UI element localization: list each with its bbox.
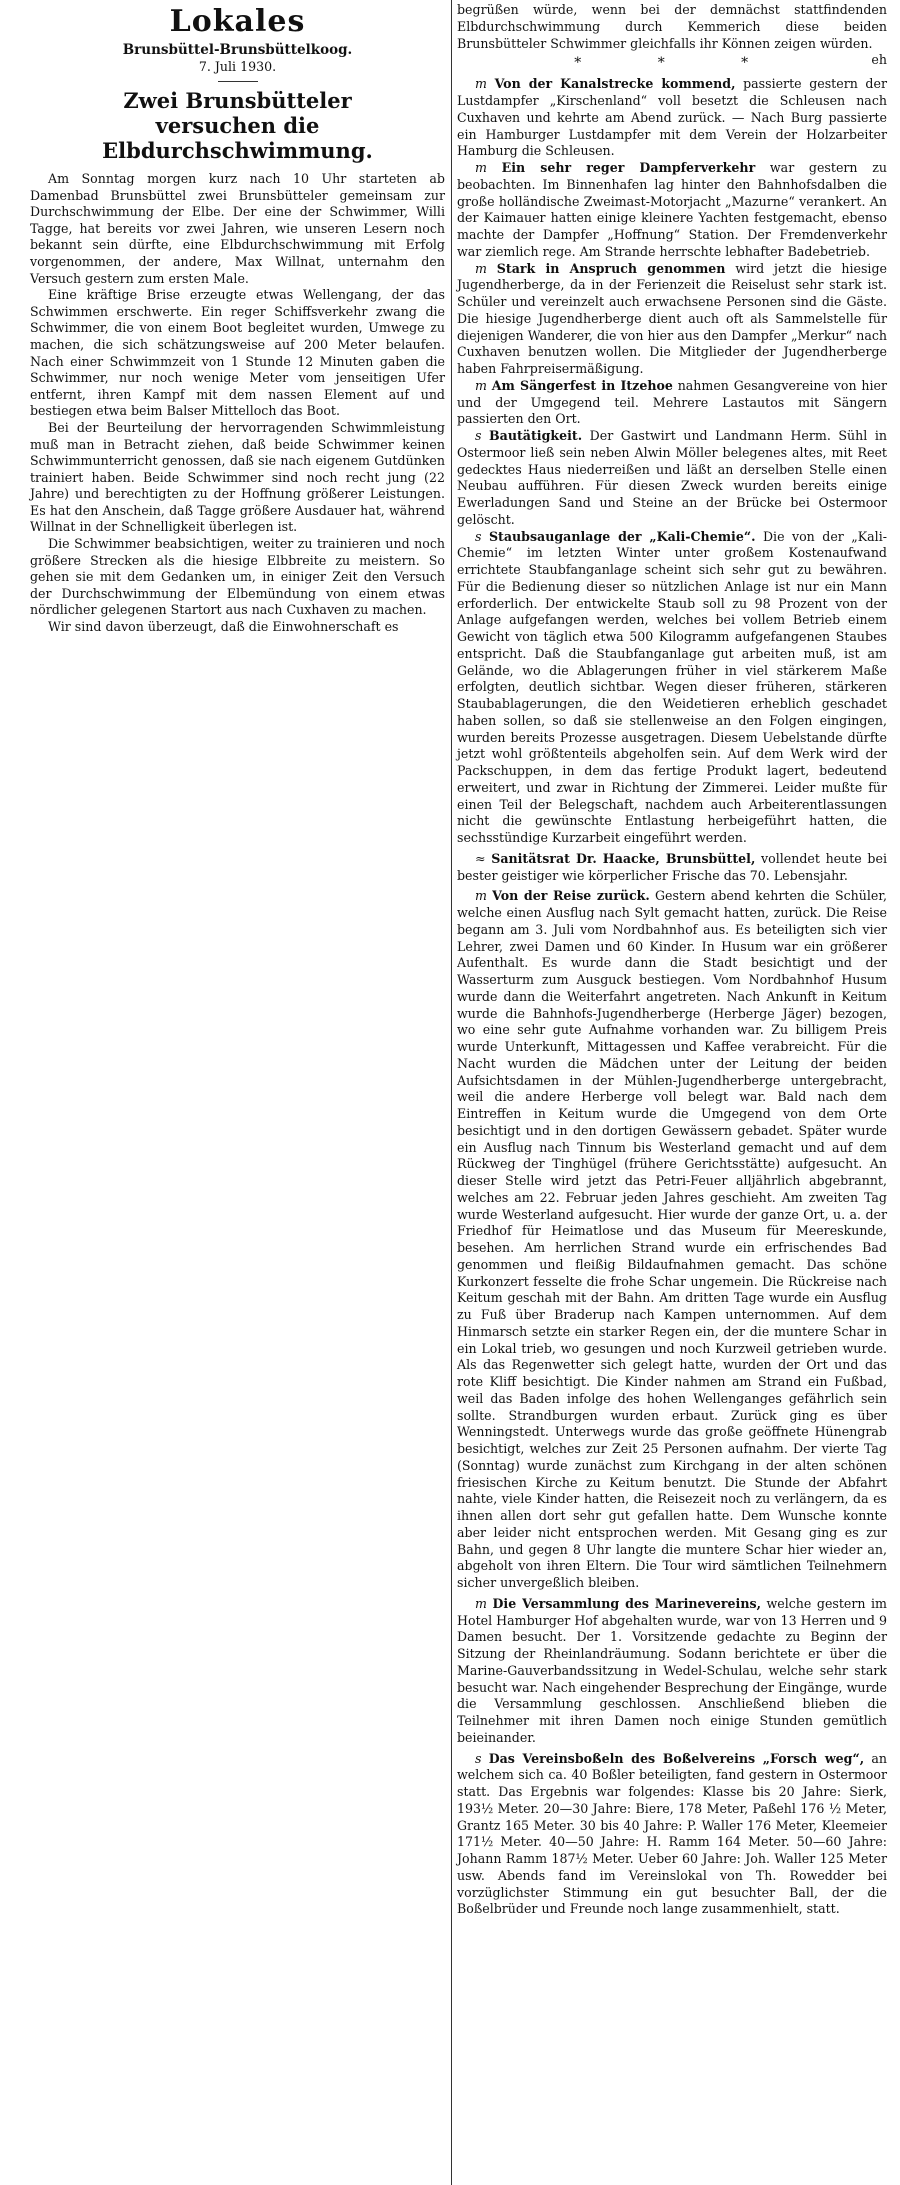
news-item <box>457 888 887 1592</box>
column-divider <box>451 0 452 2185</box>
item-tag: m <box>475 260 487 276</box>
article-headline <box>30 88 445 163</box>
item-lead: Von der Reise zurück. <box>492 888 650 904</box>
item-tag: m <box>475 76 487 92</box>
item-lead: Die Versammlung des Marinevereins, <box>492 1595 761 1611</box>
item-text: nahmen Gesangvereine von hier und der Umgegend teil. Mehrere Lastautos mit Sängern passierten den Ort. <box>457 377 887 427</box>
item-text: vollendet heute bei bester geistiger wie körperlicher Frische das 70. Lebensjahr. <box>457 850 887 883</box>
news-item <box>457 160 887 261</box>
item-tag: s <box>475 528 482 544</box>
continuation-paragraph <box>457 2 887 68</box>
news-item <box>457 76 887 160</box>
item-lead: Sanitätsrat Dr. Haacke, Brunsbüttel, <box>491 850 756 866</box>
news-item <box>457 261 887 378</box>
item-text: Gestern abend kehrten die Schüler, welche einen Ausflug nach Sylt gemacht hatten, zurück. Die Reise begann am 3. Juli vom Nordbahnhof aus. Es beteiligten sich vier Lehrer, zwei Damen und 60 Kinder. In Husum war ein größerer Aufenthalt. Es wurde dann die Stadt besichtigt und der Wasserturm zum Ausguck bestiegen. Vom Nordbahnhof Husum wurde dann die Weiterfahrt angetreten. Nach Ankunft in Keitum wurde die Bahnhofs-Jugendherberge (Herberge Jäger) bezogen, wo eine sehr gute Aufnahme vorhanden war. Zu billigem Preis wurde Unterkunft, Mittagessen und Kaffee verabreicht. Für die Nacht wurden die Mädchen unter der Leitung der beiden Aufsichtsdamen in der Mühlen-Jugendherberge untergebracht, weil die andere Herberge voll belegt war. Bald nach dem Eintreffen in Keitum wurde die Umgegend von dem Orte besichtigt und in den dortigen Gewässern gebadet. Später wurde ein Ausflug nach Tinnum bis Westerland gemacht und auf dem Rückweg der Tinghügel (frühere Gerichtsstätte) aufgesucht. An dieser Stelle wird jetzt das Petri-Feuer alljährlich abgebrannt, welches am 22. Februar jeden Jahres geschieht. Am zweiten Tag wurde Westerland aufgesucht. Hier wurde der ganze Ort, u. a. der Friedhof für Heimatlose und das Museum für Meereskunde, besehen. Am herrlichen Strand wurde ein erfrischendes Bad genommen und fleißig Bildaufnahmen gemacht. Das schöne Kurkonzert fesselte die frohe Schar ungemein. Die Rückreise nach Keitum geschah mit der Bahn. Am dritten Tage wurde ein Ausflug zu Fuß über Braderup nach Kampen unternommen. Auf dem Hinmarsch setzte ein starker Regen ein, der die muntere Schar in ein Lokal trieb, wo gesungen und noch Kurzweil getrieben wurde. Als das Regenwetter sich gelegt hatte, wurden der Ort und das rote Kliff besichtigt. Die Kinder nahmen am Strand ein Fußbad, weil das Baden infolge des hohen Wellenganges gefährlich sein sollte. Strandburgen wurden erbaut. Zurück ging es über Wenningstedt. Unterwegs wurde das große geöffnete Hünengrab besichtigt, welches zur Zeit 25 Personen aufnahm. Der vierte Tag (Sonntag) wurde zunächst zum Kirchgang in der alten schönen friesischen Kirche zu Keitum benutzt. Die Stunde der Abfahrt nahte, viele Kinder hatten, die Reisezeit noch zu verlängern, da es ihnen allen dort sehr gut gefallen hatte. Dem Wunsche konnte aber leider nicht entsprochen werden. Mit Gesang ging es zur Bahn, und gegen 8 Uhr langte die muntere Schar hier wieder an, abgeholt von ihren Eltern. Die Tour wird sämtlichen Teilnehmern sicher unvergeßlich bleiben. <box>457 888 887 1590</box>
separator-stars: * * * <box>574 55 785 72</box>
article-paragraph: Am Sonntag morgen kurz nach 10 Uhr starteten ab Damenbad Brunsbüttel zwei Brunsbütteler gemeinsam zur Durchschwimmung der Elbe. Der eine der Schwimmer, Willi Tagge, hat bereits vor zwei Jahren, wie unseren Lesern noch bekannt sein dürfte, eine Elbdurchschwimmung mit Erfolg vorgenommen, der andere, Max Willnat, unternahm den Versuch gestern zum ersten Male. <box>30 171 445 286</box>
continuation-text: begrüßen würde, wenn bei der demnächst stattfindenden Elbdurchschwimmung durch Kemmerich diese beiden Brunsbütteler Schwimmer gleichfalls ihr Können zeigen würden. <box>457 2 887 51</box>
article-paragraph: Bei der Beurteilung der hervorragenden Schwimmleistung muß man in Betracht ziehen, daß beide Schwimmer keinen Schwimmunterricht genossen, daß sie nach eigenem Gutdünken trainiert haben. Beide Schwimmer sind noch recht jung (22 Jahre) und berechtigten zu der Hoffnung größerer Leistungen. Es hat den Anschein, daß Tagge größere Ausdauer hat, während Willnat in der Schnelligkeit überlegen ist. <box>30 419 445 535</box>
article-paragraph: Eine kräftige Brise erzeugte etwas Wellengang, der das Schwimmen erschwerte. Ein reger Schiffsverkehr zwang die Schwimmer, die von einem Boot begleitet wurden, Umwege zu machen, die sich schätzungsweise auf 200 Meter belaufen. Nach einer Schwimmzeit von 1 Stunde 12 Minuten gaben die Schwimmer, nur noch wenige Meter vom jenseitigen Ufer entfernt, ihren Kampf mit dem nassen Element auf und bestiegen etwa beim Balser Mittelloch das Boot. <box>30 287 445 419</box>
item-lead: Staubsauganlage der „Kali-Chemie“. <box>488 528 756 544</box>
news-item <box>457 529 887 847</box>
headline-line-2: versuchen die Elbdurchschwimmung. <box>102 113 373 163</box>
place-line: Brunsbüttel-Brunsbüttelkoog. <box>122 42 353 58</box>
item-text: Die von der „Kali-Chemie“ im letzten Winter unter großem Kostenaufwand errichtete Staubfanganlage scheint sich sehr gut zu bewähren. Für die Bedienung dieser so nützlichen Anlage ist nur ein Mann erforderlich. Der entwickelte Staub soll zu 98 Prozent von der Anlage aufgefangen werden, welches bei vollem Betrieb einem Gewicht von täglich etwa 500 Kilogramm aufgefangenen Staubes entspricht. Daß die Staubfanganlage gut arbeiten muß, ist am Gelände, wo die Ablagerungen früher in viel stärkerem Maße erfolgten, deutlich sichtbar. Wegen dieser früheren, stärkeren Staubablagerungen, die den Weidetieren erheblich geschadet haben sollen, so daß sie stellenweise an den Folgen eingingen, wurden bereits Prozesse ausgetragen. Diesem Uebelstande dürfte jetzt wohl größtenteils abgeholfen sein. Auf dem Werk wird der Packschuppen, in dem das fertige Produkt lagert, bedeutend erweitert, und zwar in Richtung der Zimmerei. Leider mußte für einen Teil der Belegschaft, nachdem auch Arbeiterentlassungen nicht die gewünschte Entlastung herbeigeführt hatten, die sechsstündige Kurzarbeit eingeführt werden. <box>457 528 887 845</box>
item-lead: Bautätigkeit. <box>489 428 583 443</box>
item-tag: m <box>475 888 487 904</box>
news-item <box>457 428 887 529</box>
date-line: 7. Juli 1930. <box>198 59 277 74</box>
news-item <box>457 1751 887 1919</box>
author-signature: eh <box>871 52 887 68</box>
section-title: Lokales <box>169 4 306 39</box>
item-text: Der Gastwirt und Landmann Herm. Sühl in Ostermoor ließ sein neben Alwin Möller belegenes altes, mit Reet gedecktes Haus niederreißen und läßt an derselben Stelle einen Neubau aufführen. Für diesen Zweck wurden bereits einige Ewerladungen Sand und Steine an der Brücke bei Ostermoor gelöscht. <box>457 428 887 527</box>
item-text: war gestern zu beobachten. Im Binnenhafen lag hinter den Bahnhofsdalben die große holländische Zweimast-Motorjacht „Mazurne“ verankert. An der Kaimauer hatten einige kleinere Yachten festgemacht, ebenso machte der Dampfer „Hoffnung“ Station. Der Fremdenverkehr war ziemlich rege. Am Strande herrschte lebhafter Badebetrieb. <box>457 160 887 259</box>
item-tag: m <box>475 377 487 393</box>
item-tag: ≈ <box>475 850 486 866</box>
item-text: passierte gestern der Lustdampfer „Kirschenland“ voll besetzt die Schleusen nach Cuxhaven und kehrte am Abend zurück. — Nach Burg passierte ein Hamburger Lustdampfer mit dem Verein der Holzarbeiter Hamburg die Schleusen. <box>457 76 887 159</box>
item-lead: Ein sehr reger Dampferverkehr <box>501 160 756 175</box>
item-tag: s <box>475 428 482 443</box>
item-lead: Stark in Anspruch genommen <box>496 260 726 276</box>
article-paragraph: Wir sind davon überzeugt, daß die Einwohnerschaft es <box>48 619 399 635</box>
item-tag: m <box>475 160 487 175</box>
news-item <box>457 851 887 885</box>
item-lead: Von der Kanalstrecke kommend, <box>494 76 736 92</box>
item-text: an welchem sich ca. 40 Boßler beteiligten, fand gestern in Ostermoor statt. Das Ergebnis war folgendes: Klasse bis 20 Jahre: Sierk, 193½ Meter. 20—30 Jahre: Biere, 178 Meter, Paßehl 176 ½ Meter, Grantz 165 Meter. 30 bis 40 Jahre: P. Waller 176 Meter, Kleemeier 171½ Meter. 40—50 Jahre: H. Ramm 164 Meter. 50—60 Jahre: Johann Ramm 187½ Meter. Ueber 60 Jahre: Joh. Waller 125 Meter usw. Abends fand im Vereinslokal von Th. Rowedder bei vorzüglichster Stimmung ein gut besuchter Ball, der die Boßelbrüder und Freunde noch lange zusammenhielt, statt. <box>457 1750 887 1917</box>
item-text: welche gestern im Hotel Hamburger Hof abgehalten wurde, war von 13 Herren und 9 Damen besucht. Der 1. Vorsitzende gedachte zu Beginn der Sitzung der Rheinlandräumung. Sodann berichtete er über die Marine-Gauverbandssitzung in Wedel-Schulau, welche sehr stark besucht war. Nach eingehender Besprechung der Eingänge, wurde die Versammlung geschlossen. Anschließend blieben die Teilnehmer mit ihren Damen noch einige Stunden gemütlich beieinander. <box>457 1595 887 1745</box>
headline-line-1: Zwei Brunsbütteler <box>123 88 352 113</box>
article-paragraph: Die Schwimmer beabsichtigen, weiter zu trainieren und noch größere Strecken als die hiesige Elbbreite zu meistern. So gehen sie mit dem Gedanken um, in einiger Zeit den Versuch der Durchschwimmung der Elbemündung von einem etwas nördlicher gelegenen Startort aus nach Cuxhaven zu machen. <box>30 536 445 618</box>
item-tag: s <box>475 1750 482 1766</box>
right-column <box>457 2 887 1918</box>
item-lead: Das Vereinsboßeln des Boßelvereins „Forsch weg“, <box>488 1750 865 1766</box>
item-text: wird jetzt die hiesige Jugendherberge, da in der Ferienzeit die Reiselust sehr stark ist. Schüler und vereinzelt auch erwachsene Personen sind die Gäste. Die hiesige Jugendherberge dient auch oft als Sammelstelle für diejenigen Wanderer, die von hier aus den Dampfer „Merkur“ nach Cuxhaven benutzen wollen. Die Mitglieder der Jugendherberge haben Fahrpreisermäßigung. <box>457 260 887 376</box>
news-item <box>457 378 887 428</box>
divider <box>218 81 258 82</box>
item-lead: Am Sängerfest in Itzehoe <box>491 377 673 393</box>
news-item <box>457 1596 887 1747</box>
item-tag: m <box>475 1595 487 1611</box>
left-column <box>30 4 445 636</box>
